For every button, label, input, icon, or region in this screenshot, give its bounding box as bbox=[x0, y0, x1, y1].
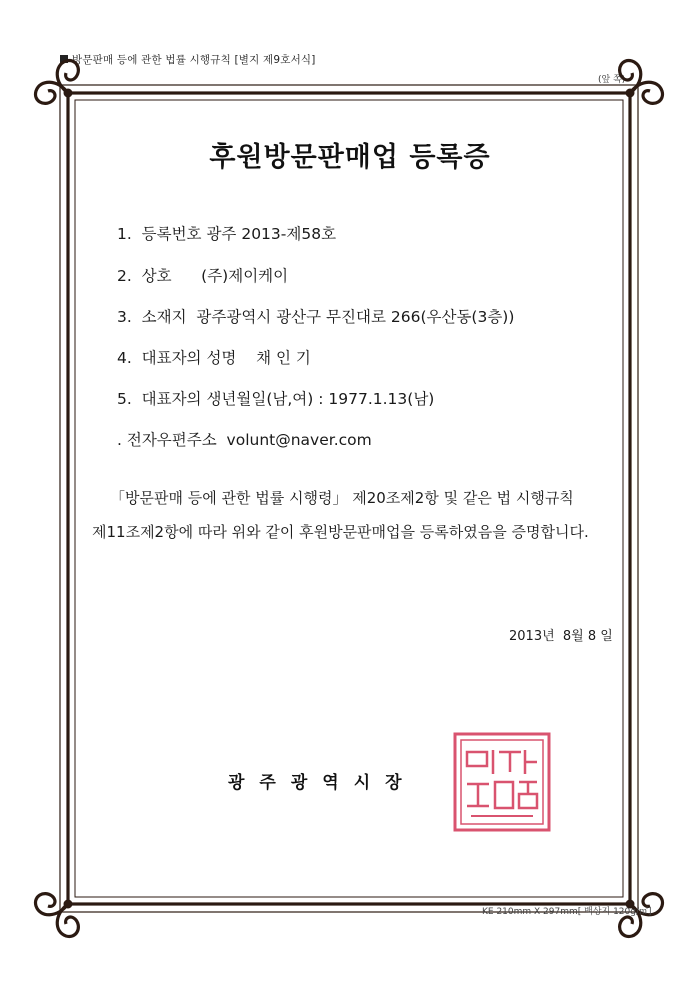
statement-line-2: 제11조제2항에 따라 위와 같이 후원방문판매업을 등록하였음을 증명합니다. bbox=[92, 523, 589, 541]
item-registration-number: 1. 등록번호 광주 2013-제58호 bbox=[117, 225, 337, 243]
item-representative-birthdate: 5. 대표자의 생년월일(남,여) : 1977.1.13(남) bbox=[117, 390, 435, 408]
corner-ornament-top-right bbox=[620, 60, 663, 103]
certificate-title: 후원방문판매업 등록증 bbox=[209, 142, 491, 173]
form-reference-text: 방문판매 등에 관한 법률 시행규칙 [별지 제9호서식] bbox=[72, 54, 316, 66]
item-email: . 전자우편주소 volunt@naver.com bbox=[117, 431, 372, 449]
corner-ornament-bottom-left bbox=[35, 894, 78, 937]
issuer-name: 광주광역시장 bbox=[228, 773, 417, 793]
item-business-name: 2. 상호 (주)제이케이 bbox=[117, 267, 289, 285]
corner-ornament-top-left bbox=[35, 60, 78, 103]
item-representative-name: 4. 대표자의 성명 채 인 기 bbox=[117, 349, 311, 367]
official-seal-stamp bbox=[453, 732, 551, 832]
item-address: 3. 소재지 광주광역시 광산구 무진대로 266(우산동(3층)) bbox=[117, 308, 515, 326]
issue-date: 2013년 8월 8 일 bbox=[509, 629, 613, 644]
paper-spec-note: KE 210mm X 297mm[ 백상지 120g/㎡] bbox=[482, 907, 652, 917]
statement-line-1: 「방문판매 등에 관한 법률 시행령」 제20조제2항 및 같은 법 시행규칙 bbox=[110, 489, 574, 507]
page-side-note: (앞 쪽) bbox=[598, 75, 626, 85]
